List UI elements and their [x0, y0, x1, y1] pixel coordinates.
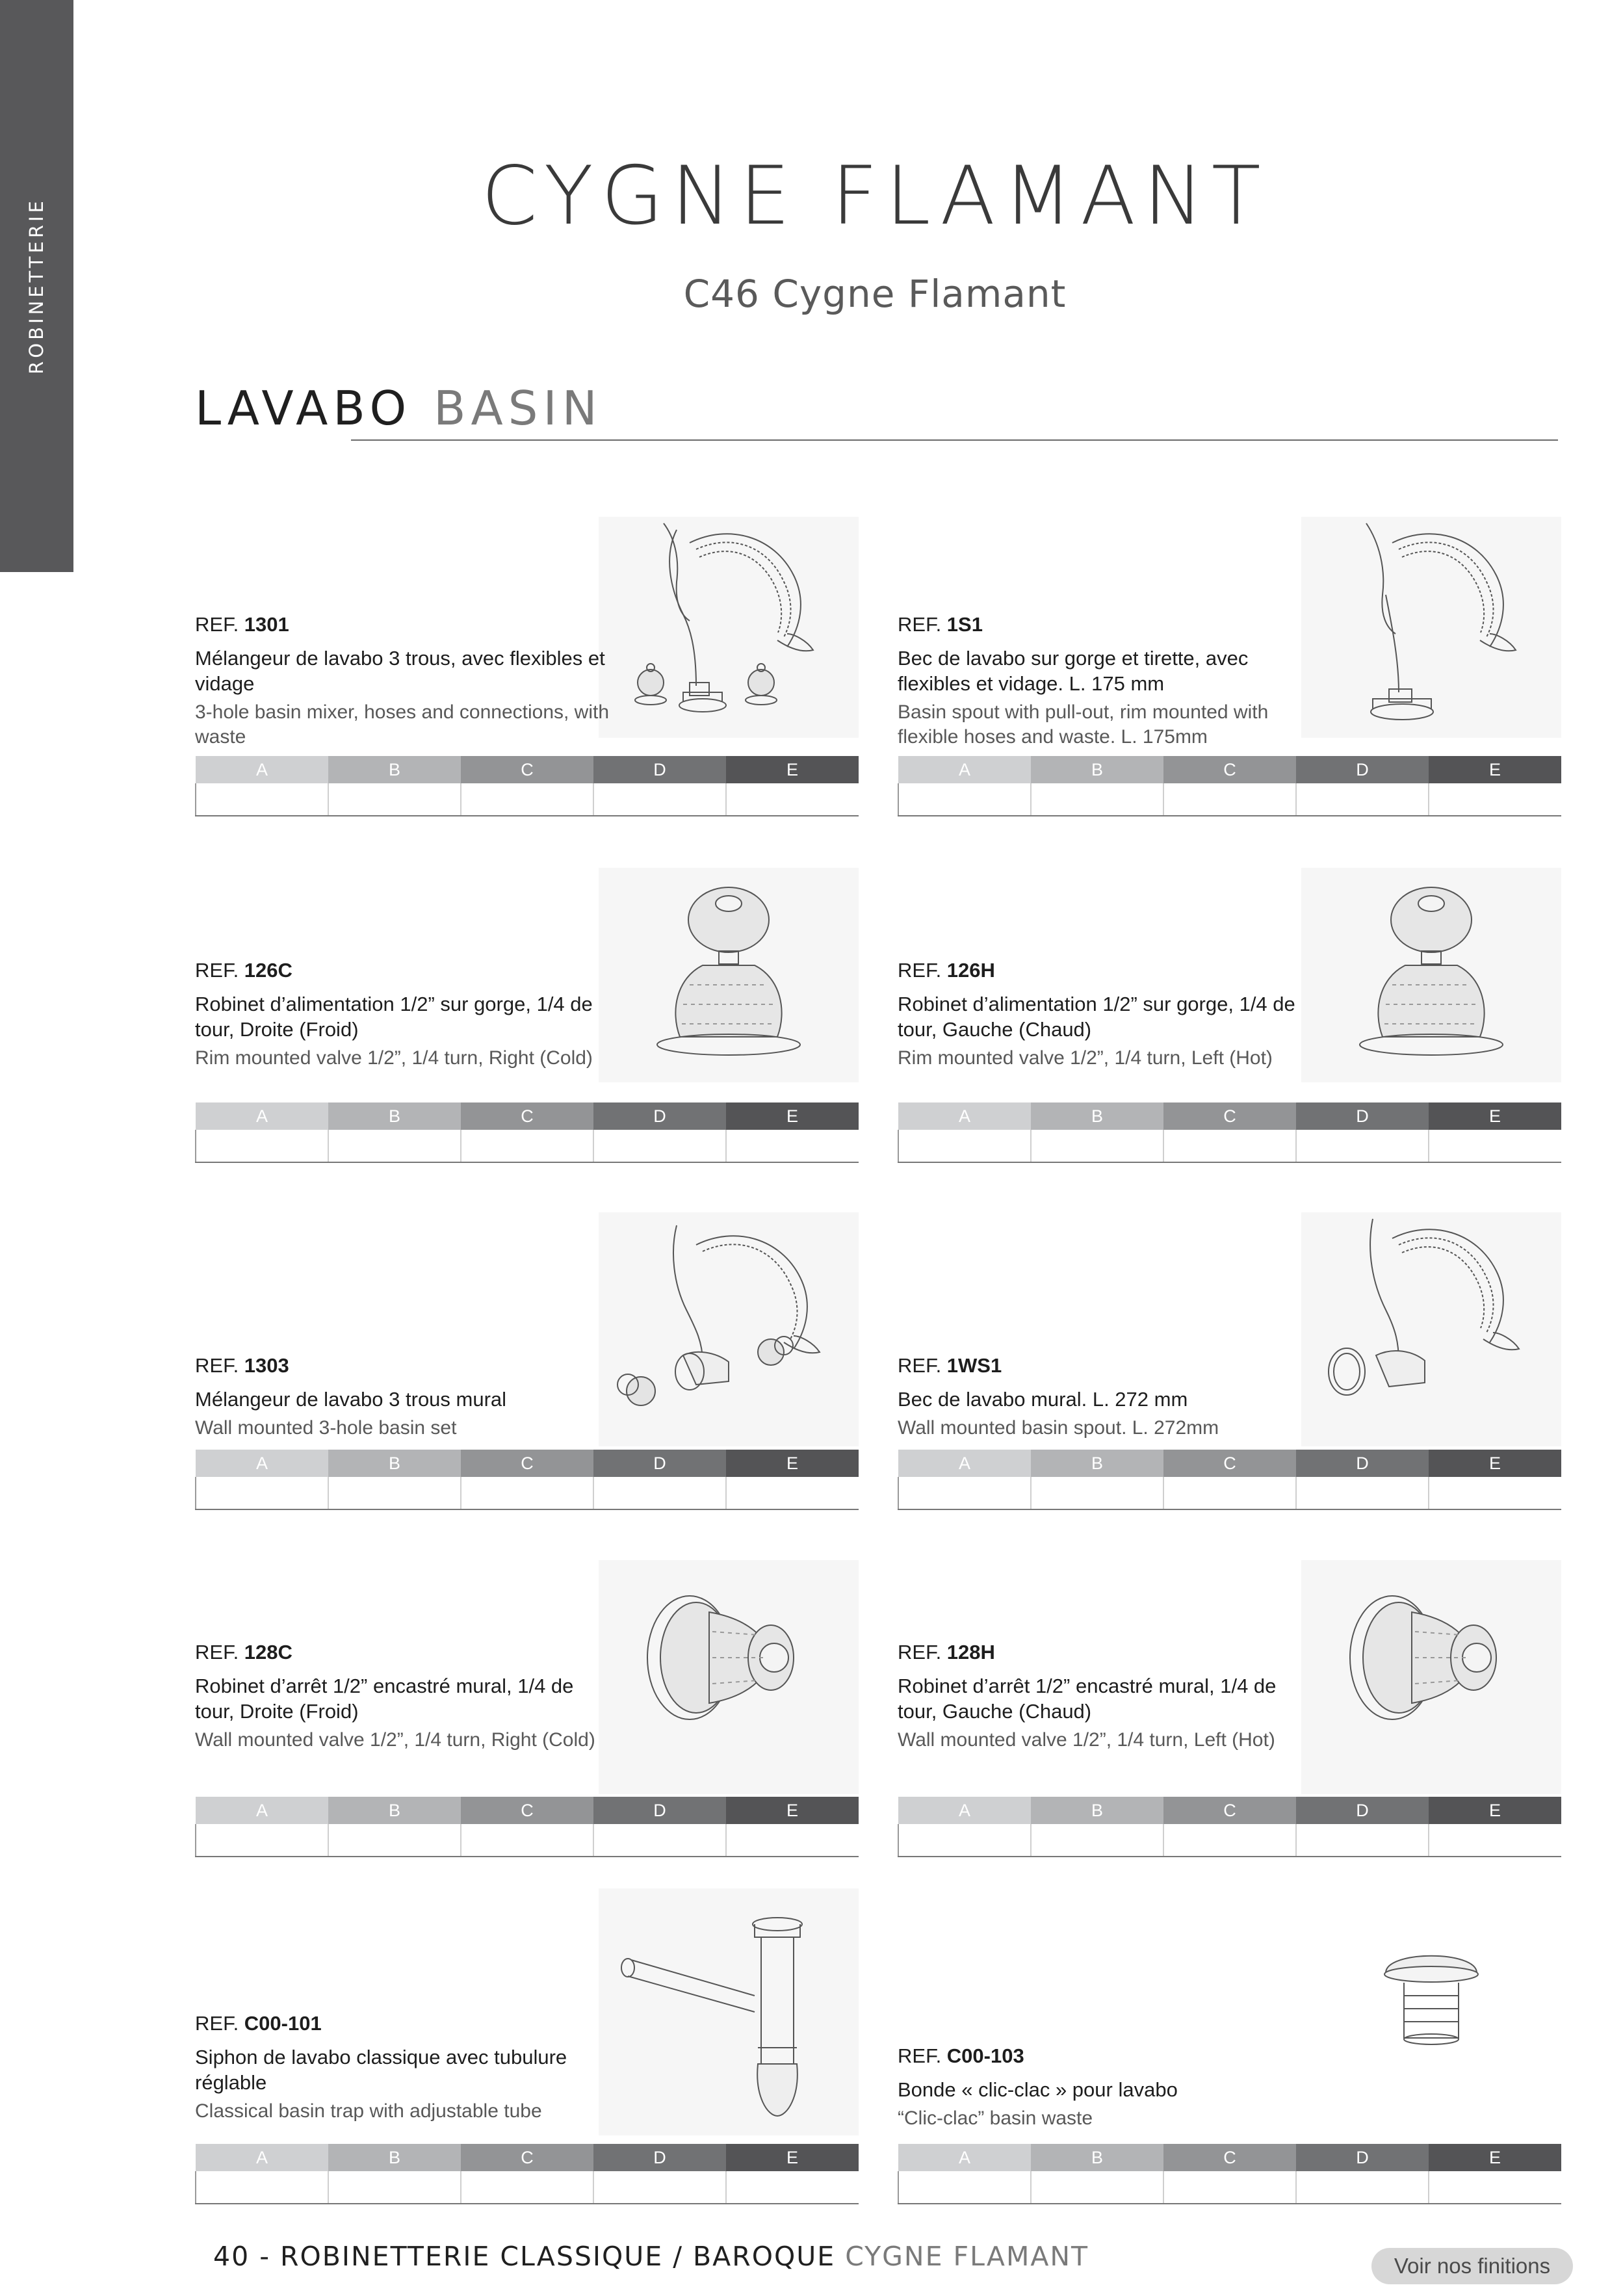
product-description-fr: Bonde « clic-clac » pour lavabo: [898, 2078, 1178, 2101]
section-title-fr: LAVABO: [195, 381, 412, 436]
finish-cell: [1429, 1477, 1561, 1509]
finish-col-e: E: [726, 1797, 859, 1824]
finish-cell: [593, 1824, 726, 1857]
product-description-fr: Robinet d’arrêt 1/2” encastré mural, 1/4 de tour, Gauche (Chaud): [898, 1675, 1277, 1723]
finish-col-d: D: [1296, 1450, 1429, 1477]
finish-cell: [1296, 1477, 1429, 1509]
finish-col-d: D: [1296, 2144, 1429, 2171]
finish-col-b: B: [1031, 756, 1163, 783]
rim-valve-icon: [599, 868, 859, 1082]
finish-cell: [1031, 783, 1163, 816]
finish-col-a: A: [196, 1450, 328, 1477]
page-number: 40: [213, 2241, 250, 2272]
finish-cell: [726, 1824, 859, 1857]
product-ref: [195, 959, 611, 982]
finish-cell: [461, 1477, 593, 1509]
ref-prefix: REF.: [898, 613, 947, 636]
wall-valve-icon: [599, 1560, 859, 1794]
finish-cell: [1163, 2171, 1296, 2204]
finish-cell: [1163, 1824, 1296, 1857]
ref-code: C00-101: [244, 2012, 322, 2035]
section-heading: [195, 381, 603, 436]
product-description-en: Wall mounted valve 1/2”, 1/4 turn, Left (Hot): [898, 1729, 1275, 1751]
finish-cell: [1429, 1130, 1561, 1162]
page-subtitle: C46 Cygne Flamant: [683, 272, 1067, 316]
finish-col-a: A: [898, 756, 1031, 783]
finish-cell: [1031, 1477, 1163, 1509]
finish-col-c: C: [1163, 756, 1296, 783]
finish-col-d: D: [1296, 756, 1429, 783]
finish-col-b: B: [328, 1797, 461, 1824]
product-description-fr: Mélangeur de lavabo 3 trous mural: [195, 1388, 507, 1411]
swan-basin-spout-icon: [1301, 517, 1561, 738]
ref-code: 126C: [244, 959, 292, 982]
finish-table: [195, 1450, 859, 1510]
ref-code: 1S1: [946, 613, 983, 636]
finish-col-b: B: [328, 1450, 461, 1477]
finish-cell: [1031, 1130, 1163, 1162]
product-description-fr: Robinet d’alimentation 1/2” sur gorge, 1/4 de tour, Gauche (Chaud): [898, 993, 1295, 1041]
product-description-en: 3-hole basin mixer, hoses and connections, with waste: [195, 701, 610, 748]
ref-code: 1303: [244, 1354, 289, 1377]
finish-col-d: D: [593, 756, 726, 783]
ref-code: C00-103: [946, 2044, 1024, 2067]
finish-col-b: B: [1031, 1797, 1163, 1824]
finish-col-b: B: [328, 2144, 461, 2171]
finish-cell: [1163, 783, 1296, 816]
finish-col-c: C: [461, 1102, 593, 1130]
finish-cell: [196, 2171, 328, 2204]
finish-col-d: D: [593, 1102, 726, 1130]
finish-table: [195, 2144, 859, 2204]
finish-cell: [1296, 1824, 1429, 1857]
footer-brand: CYGNE FLAMANT: [845, 2241, 1089, 2272]
product-card: [195, 1560, 859, 1859]
finish-cell: [1429, 783, 1561, 816]
finish-cell: [898, 783, 1031, 816]
product-ref: [195, 2012, 611, 2035]
finish-col-a: A: [196, 756, 328, 783]
product-description-en: Wall mounted valve 1/2”, 1/4 turn, Right (Cold): [195, 1729, 595, 1751]
finish-table: [898, 2144, 1561, 2204]
finish-col-c: C: [1163, 1797, 1296, 1824]
finish-cell: [726, 2171, 859, 2204]
finish-table: [898, 1450, 1561, 1510]
product-card: [898, 868, 1561, 1167]
ref-code: 128C: [244, 1641, 292, 1663]
finish-cell: [1296, 783, 1429, 816]
swan-basin-mixer-3-hole-icon: [599, 517, 859, 738]
product-card: [898, 1560, 1561, 1859]
product-description-en: Rim mounted valve 1/2”, 1/4 turn, Right (Cold): [195, 1047, 593, 1069]
finish-cell: [1163, 1130, 1296, 1162]
wall-valve-icon: [1301, 1560, 1561, 1794]
finish-col-d: D: [593, 1797, 726, 1824]
finish-col-e: E: [1429, 1450, 1561, 1477]
finish-cell: [328, 1130, 461, 1162]
ref-prefix: REF.: [195, 2012, 244, 2035]
swan-wall-mixer-icon: [599, 1212, 859, 1446]
finish-col-c: C: [1163, 1102, 1296, 1130]
finish-cell: [593, 1130, 726, 1162]
product-ref: [195, 1641, 611, 1664]
finish-col-a: A: [196, 1102, 328, 1130]
product-description-en: Wall mounted basin spout. L. 272mm: [898, 1417, 1219, 1439]
finish-col-e: E: [1429, 756, 1561, 783]
product-description-en: Wall mounted 3-hole basin set: [195, 1417, 457, 1439]
finish-cell: [898, 1130, 1031, 1162]
product-card: [898, 1212, 1561, 1511]
ref-prefix: REF.: [898, 2044, 947, 2067]
product-ref: [195, 613, 611, 636]
finish-cell: [1429, 2171, 1561, 2204]
product-description-en: “Clic-clac” basin waste: [898, 2107, 1093, 2129]
ref-prefix: REF.: [195, 959, 244, 982]
finish-cell: [898, 1824, 1031, 1857]
product-ref: [898, 2044, 1314, 2068]
finish-cell: [593, 783, 726, 816]
finish-cell: [1031, 2171, 1163, 2204]
finish-col-a: A: [898, 2144, 1031, 2171]
clic-clac-waste-icon: [1301, 1888, 1561, 2135]
product-card: [898, 1888, 1561, 2200]
finish-col-c: C: [461, 756, 593, 783]
finish-cell: [328, 1824, 461, 1857]
finish-col-d: D: [593, 2144, 726, 2171]
rim-valve-icon: [1301, 868, 1561, 1082]
finish-col-c: C: [461, 1797, 593, 1824]
view-finishes-button[interactable]: Voir nos finitions: [1371, 2248, 1573, 2284]
finish-cell: [328, 1477, 461, 1509]
page-title: CYGNE FLAMANT: [481, 150, 1269, 243]
finish-col-e: E: [726, 756, 859, 783]
finish-cell: [196, 783, 328, 816]
product-card: [195, 1888, 859, 2200]
product-description-fr: Bec de lavabo sur gorge et tirette, avec flexibles et vidage. L. 175 mm: [898, 647, 1249, 695]
finish-col-c: C: [461, 2144, 593, 2171]
finish-cell: [1296, 2171, 1429, 2204]
section-title-en: BASIN: [434, 381, 603, 436]
product-card: [898, 517, 1561, 816]
product-ref: [898, 613, 1314, 636]
product-ref: [195, 1354, 611, 1377]
finish-col-b: B: [328, 756, 461, 783]
finish-col-c: C: [1163, 1450, 1296, 1477]
finish-cell: [898, 1477, 1031, 1509]
sidebar-label: ROBINETTERIE: [25, 198, 47, 374]
finish-cell: [898, 2171, 1031, 2204]
page-footer: [213, 2241, 1089, 2272]
finish-col-d: D: [1296, 1797, 1429, 1824]
finish-cell: [1031, 1824, 1163, 1857]
product-description-en: Classical basin trap with adjustable tube: [195, 2100, 542, 2122]
product-card: [195, 1212, 859, 1511]
finish-table: [195, 1797, 859, 1857]
finish-cell: [461, 783, 593, 816]
finish-cell: [726, 783, 859, 816]
finish-col-d: D: [593, 1450, 726, 1477]
ref-prefix: REF.: [898, 1354, 947, 1377]
finish-cell: [461, 1824, 593, 1857]
finish-cell: [461, 1130, 593, 1162]
finish-cell: [1429, 1824, 1561, 1857]
swan-wall-spout-icon: [1301, 1212, 1561, 1446]
product-description-fr: Robinet d’alimentation 1/2” sur gorge, 1/4 de tour, Droite (Froid): [195, 993, 593, 1041]
product-description-fr: Siphon de lavabo classique avec tubulure réglable: [195, 2046, 567, 2094]
ref-code: 128H: [946, 1641, 995, 1663]
product-description-en: Rim mounted valve 1/2”, 1/4 turn, Left (Hot): [898, 1047, 1273, 1069]
finish-col-e: E: [1429, 1797, 1561, 1824]
ref-code: 1301: [244, 613, 289, 636]
finish-col-e: E: [726, 2144, 859, 2171]
finish-col-a: A: [898, 1102, 1031, 1130]
product-description-en: Basin spout with pull-out, rim mounted with flexible hoses and waste. L. 175mm: [898, 701, 1269, 748]
ref-code: 126H: [946, 959, 995, 982]
product-description-fr: Bec de lavabo mural. L. 272 mm: [898, 1388, 1188, 1411]
basin-trap-icon: [599, 1888, 859, 2135]
product-ref: [898, 959, 1314, 982]
finish-col-b: B: [1031, 2144, 1163, 2171]
footer-text: - ROBINETTERIE CLASSIQUE / BAROQUE: [250, 2241, 846, 2272]
product-card: [195, 868, 859, 1167]
finish-cell: [461, 2171, 593, 2204]
finish-col-c: C: [1163, 2144, 1296, 2171]
finish-col-e: E: [1429, 2144, 1561, 2171]
finish-cell: [196, 1824, 328, 1857]
finish-col-e: E: [726, 1102, 859, 1130]
ref-prefix: REF.: [195, 1641, 244, 1663]
section-divider: [351, 439, 1558, 441]
product-card: [195, 517, 859, 816]
finish-col-a: A: [898, 1797, 1031, 1824]
finish-cell: [1296, 1130, 1429, 1162]
product-description-fr: Robinet d’arrêt 1/2” encastré mural, 1/4 de tour, Droite (Froid): [195, 1675, 574, 1723]
ref-prefix: REF.: [898, 1641, 947, 1663]
finish-cell: [593, 2171, 726, 2204]
finish-cell: [196, 1130, 328, 1162]
finish-table: [898, 1797, 1561, 1857]
finish-cell: [328, 2171, 461, 2204]
finish-cell: [1163, 1477, 1296, 1509]
finish-col-b: B: [1031, 1450, 1163, 1477]
finish-col-e: E: [1429, 1102, 1561, 1130]
finish-col-e: E: [726, 1450, 859, 1477]
finish-cell: [328, 783, 461, 816]
finish-col-b: B: [1031, 1102, 1163, 1130]
product-description-fr: Mélangeur de lavabo 3 trous, avec flexibles et vidage: [195, 647, 605, 695]
finish-cell: [593, 1477, 726, 1509]
finish-col-a: A: [898, 1450, 1031, 1477]
ref-code: 1WS1: [946, 1354, 1002, 1377]
finish-col-a: A: [196, 1797, 328, 1824]
product-ref: [898, 1641, 1314, 1664]
finish-table: [195, 1102, 859, 1163]
finish-cell: [726, 1130, 859, 1162]
finish-col-d: D: [1296, 1102, 1429, 1130]
finish-table: [898, 1102, 1561, 1163]
finish-table: [898, 756, 1561, 816]
finish-col-a: A: [196, 2144, 328, 2171]
finish-col-c: C: [461, 1450, 593, 1477]
product-ref: [898, 1354, 1314, 1377]
ref-prefix: REF.: [898, 959, 947, 982]
finish-col-b: B: [328, 1102, 461, 1130]
finish-cell: [196, 1477, 328, 1509]
finish-cell: [726, 1477, 859, 1509]
ref-prefix: REF.: [195, 1354, 244, 1377]
finish-table: [195, 756, 859, 816]
ref-prefix: REF.: [195, 613, 244, 636]
